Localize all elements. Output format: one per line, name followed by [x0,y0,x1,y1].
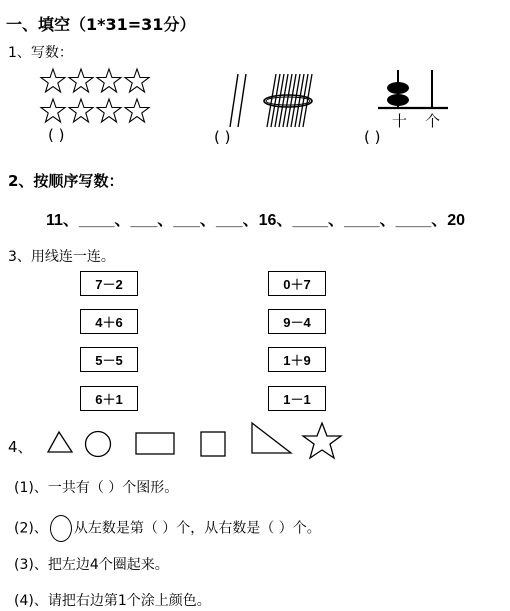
q4-item-2-text: 从左数是第（ ）个，从右数是（ ）个。 [73,520,321,537]
seq-blank-2[interactable]: ___、 [130,212,174,229]
left-expression-box[interactable]: 6＋1 [80,386,138,411]
seq-start: 11、 [46,212,79,229]
triangle-icon[interactable] [48,432,72,452]
seq-blank-4[interactable]: ___、 [215,212,259,229]
seq-blank-6[interactable]: ____、 [344,212,396,229]
abacus-icon [378,68,458,113]
seq-end: 20 [447,212,466,229]
right-expression-box[interactable]: 9－4 [268,309,326,334]
oval-icon [50,515,72,542]
abacus-ten-label: 十 [392,112,408,130]
q4-item-2 [14,515,321,542]
q4-item-1: (1)、一共有（ ）个图形。 [14,480,179,496]
square-icon[interactable] [201,432,225,456]
q4-label: 4、 [8,438,33,456]
left-expression-box[interactable]: 4＋6 [80,309,138,334]
q3-label: 3、用线连一连。 [8,249,115,265]
blank-sticks[interactable]: ( ) [214,128,231,146]
q4-item-2-prefix: (2)、 [14,520,48,537]
circle-icon[interactable] [86,432,111,457]
number-sequence [46,207,465,230]
right-expression-box[interactable]: 1＋9 [268,347,326,372]
right-expression-box[interactable]: 1－1 [268,386,326,411]
sticks-bundle-icon [226,72,326,134]
q4-item-3: (3)、把左边4个圈起来。 [14,557,169,573]
shapes-row [44,420,344,464]
seq-blank-5[interactable]: ____、 [292,212,345,229]
seq-blank-1[interactable]: ____、 [78,212,131,229]
left-expression-box[interactable]: 5－5 [80,347,138,372]
q2-label: 2、按顺序写数： [8,172,124,190]
stars-group-icon [40,68,160,128]
rectangle-icon[interactable] [136,433,174,454]
abacus-one-label: 个 [425,112,441,130]
seq-blank-7[interactable]: ____、 [395,212,448,229]
blank-abacus[interactable]: ( ) [364,128,381,146]
star-icon[interactable] [303,423,341,458]
seq-middle: 16、 [258,212,293,229]
q1-label: 1、写数： [8,45,73,61]
blank-stars[interactable]: ( ) [48,126,65,144]
right-triangle-icon[interactable] [252,423,291,453]
section-title: 一、填空（1*31=31分） [6,15,196,34]
seq-blank-3[interactable]: ___、 [173,212,216,229]
right-expression-box[interactable]: 0＋7 [268,271,326,296]
q4-item-4: (4)、请把右边第1个涂上颜色。 [14,593,211,609]
left-expression-box[interactable]: 7－2 [80,271,138,296]
